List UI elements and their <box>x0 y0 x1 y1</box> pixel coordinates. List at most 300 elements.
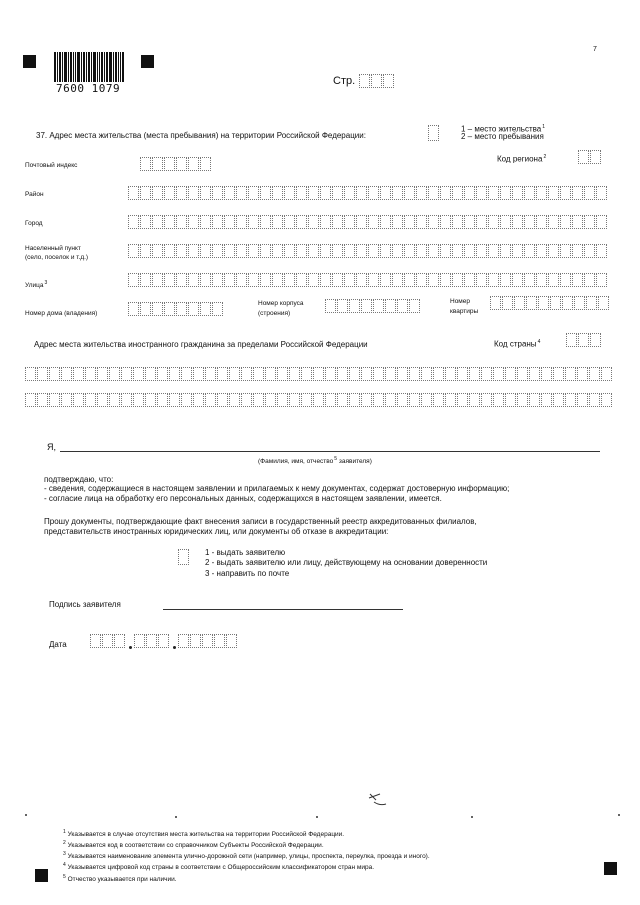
page-label: Стр. <box>333 75 356 87</box>
input-cell[interactable] <box>368 186 379 200</box>
input-cell[interactable] <box>529 393 540 407</box>
input-cell[interactable] <box>260 244 271 258</box>
street-cells[interactable] <box>128 273 608 287</box>
residence-type-cell[interactable] <box>428 125 440 141</box>
input-cell[interactable] <box>565 367 576 381</box>
input-cell[interactable] <box>248 244 259 258</box>
input-cell[interactable] <box>332 215 343 229</box>
input-cell[interactable] <box>308 244 319 258</box>
input-cell[interactable] <box>313 367 324 381</box>
input-cell[interactable] <box>308 215 319 229</box>
input-cell[interactable] <box>416 186 427 200</box>
input-cell[interactable] <box>512 215 523 229</box>
input-cell[interactable] <box>277 367 288 381</box>
input-cell[interactable] <box>380 244 391 258</box>
input-cell[interactable] <box>500 244 511 258</box>
country-code-label-text: Код страны <box>494 339 537 349</box>
input-cell[interactable] <box>344 273 355 287</box>
input-cell[interactable] <box>548 215 559 229</box>
input-cell[interactable] <box>236 215 247 229</box>
input-cell[interactable] <box>572 215 583 229</box>
input-cell[interactable] <box>548 186 559 200</box>
fio-line[interactable] <box>60 451 600 452</box>
input-cell[interactable] <box>421 367 432 381</box>
input-cell[interactable] <box>572 186 583 200</box>
input-cell[interactable] <box>212 186 223 200</box>
input-cell[interactable] <box>128 273 139 287</box>
input-cell[interactable] <box>236 244 247 258</box>
input-cell[interactable] <box>416 244 427 258</box>
building-label-line1: Номер корпуса <box>258 300 304 307</box>
input-cell[interactable] <box>224 273 235 287</box>
input-cell[interactable] <box>584 273 595 287</box>
input-cell[interactable] <box>560 215 571 229</box>
input-cell[interactable] <box>560 186 571 200</box>
input-cell[interactable] <box>181 367 192 381</box>
input-cell[interactable] <box>553 393 564 407</box>
input-cell[interactable] <box>296 215 307 229</box>
input-cell[interactable] <box>356 215 367 229</box>
input-cell[interactable] <box>409 367 420 381</box>
input-cell[interactable] <box>512 186 523 200</box>
input-cell[interactable] <box>505 367 516 381</box>
input-cell[interactable] <box>320 273 331 287</box>
input-cell[interactable] <box>344 215 355 229</box>
apartment-label-line1: Номер <box>450 298 471 305</box>
input-cell[interactable] <box>373 393 384 407</box>
input-cell[interactable] <box>356 273 367 287</box>
input-cell[interactable] <box>205 367 216 381</box>
input-cell[interactable] <box>133 393 144 407</box>
input-cell[interactable] <box>176 273 187 287</box>
input-cell[interactable] <box>452 215 463 229</box>
house-cells[interactable] <box>128 302 224 316</box>
input-cell[interactable] <box>164 273 175 287</box>
input-cell[interactable] <box>193 393 204 407</box>
input-cell[interactable] <box>440 186 451 200</box>
input-cell[interactable] <box>272 244 283 258</box>
input-cell[interactable] <box>188 186 199 200</box>
input-cell[interactable] <box>49 367 60 381</box>
input-cell[interactable] <box>61 393 72 407</box>
delivery-option-2: 2 - выдать заявителю или лицу, действующему на основании доверенности <box>205 558 488 567</box>
input-cell[interactable] <box>344 244 355 258</box>
input-cell[interactable] <box>248 273 259 287</box>
foreign-address-cells-row1[interactable] <box>25 367 613 381</box>
input-cell[interactable] <box>188 273 199 287</box>
input-cell[interactable] <box>236 186 247 200</box>
input-cell[interactable] <box>445 367 456 381</box>
input-cell[interactable] <box>457 393 468 407</box>
footnote-4-number: 4 <box>63 862 66 869</box>
input-cell[interactable] <box>212 215 223 229</box>
scan-mark <box>366 790 392 812</box>
input-cell[interactable] <box>428 244 439 258</box>
input-cell[interactable] <box>224 244 235 258</box>
input-cell[interactable] <box>452 273 463 287</box>
input-cell[interactable] <box>253 367 264 381</box>
input-cell[interactable] <box>109 367 120 381</box>
input-cell[interactable] <box>157 393 168 407</box>
registration-marker-bottom-left <box>35 869 48 882</box>
input-cell[interactable] <box>517 393 528 407</box>
input-cell[interactable] <box>260 215 271 229</box>
input-cell[interactable] <box>85 367 96 381</box>
region-code-cells[interactable] <box>578 150 602 164</box>
input-cell[interactable] <box>433 393 444 407</box>
input-cell[interactable] <box>464 186 475 200</box>
input-cell[interactable] <box>445 393 456 407</box>
input-cell[interactable] <box>572 273 583 287</box>
country-code-label <box>494 337 540 350</box>
input-cell[interactable] <box>577 393 588 407</box>
input-cell[interactable] <box>601 367 612 381</box>
input-cell[interactable] <box>248 215 259 229</box>
settlement-cells[interactable] <box>128 244 608 258</box>
input-cell[interactable] <box>392 215 403 229</box>
date-month-cells[interactable] <box>134 634 170 648</box>
input-cell[interactable] <box>152 215 163 229</box>
input-cell[interactable] <box>476 273 487 287</box>
input-cell[interactable] <box>337 393 348 407</box>
input-cell[interactable] <box>176 244 187 258</box>
input-cell[interactable] <box>380 215 391 229</box>
input-cell[interactable] <box>253 393 264 407</box>
input-cell[interactable] <box>260 186 271 200</box>
input-cell[interactable] <box>524 186 535 200</box>
input-cell[interactable] <box>217 367 228 381</box>
input-cell[interactable] <box>188 215 199 229</box>
input-cell[interactable] <box>560 273 571 287</box>
input-cell[interactable] <box>505 393 516 407</box>
input-cell[interactable] <box>536 273 547 287</box>
input-cell[interactable] <box>500 215 511 229</box>
input-cell[interactable] <box>140 273 151 287</box>
input-cell[interactable] <box>601 393 612 407</box>
input-cell[interactable] <box>277 393 288 407</box>
input-cell[interactable] <box>392 244 403 258</box>
input-cell[interactable] <box>404 215 415 229</box>
input-cell[interactable] <box>265 367 276 381</box>
input-cell[interactable] <box>356 244 367 258</box>
input-cell[interactable] <box>176 215 187 229</box>
input-cell[interactable] <box>385 393 396 407</box>
input-cell[interactable] <box>577 367 588 381</box>
input-cell[interactable] <box>428 215 439 229</box>
input-cell[interactable] <box>284 244 295 258</box>
input-cell[interactable] <box>109 393 120 407</box>
input-cell[interactable] <box>476 244 487 258</box>
input-cell[interactable] <box>145 367 156 381</box>
input-cell[interactable] <box>320 215 331 229</box>
input-cell[interactable] <box>416 215 427 229</box>
input-cell[interactable] <box>224 215 235 229</box>
input-cell[interactable] <box>409 393 420 407</box>
input-cell[interactable] <box>397 393 408 407</box>
scan-speck <box>471 816 473 818</box>
input-cell[interactable] <box>589 393 600 407</box>
input-cell[interactable] <box>404 186 415 200</box>
date-label: Дата <box>49 640 67 649</box>
date-year-cells[interactable] <box>178 634 238 648</box>
input-cell[interactable] <box>481 367 492 381</box>
input-cell[interactable] <box>236 273 247 287</box>
input-cell[interactable] <box>517 367 528 381</box>
input-cell[interactable] <box>205 393 216 407</box>
input-cell[interactable] <box>152 244 163 258</box>
input-cell[interactable] <box>241 393 252 407</box>
input-cell[interactable] <box>73 367 84 381</box>
input-cell[interactable] <box>361 367 372 381</box>
input-cell[interactable] <box>25 393 36 407</box>
page-cells[interactable] <box>359 74 395 88</box>
input-cell[interactable] <box>313 393 324 407</box>
input-cell[interactable] <box>157 367 168 381</box>
scan-speck <box>25 814 27 816</box>
input-cell[interactable] <box>397 367 408 381</box>
footnote-1-text: Указывается в случае отсутствия места жительства на территории Российской Федерации. <box>67 831 345 839</box>
input-cell[interactable] <box>121 393 132 407</box>
input-cell[interactable] <box>284 186 295 200</box>
input-cell[interactable] <box>325 393 336 407</box>
input-cell[interactable] <box>272 273 283 287</box>
input-cell[interactable] <box>493 393 504 407</box>
input-cell[interactable] <box>145 393 156 407</box>
input-cell[interactable] <box>200 186 211 200</box>
input-cell[interactable] <box>332 186 343 200</box>
input-cell[interactable] <box>596 273 607 287</box>
input-cell[interactable] <box>368 273 379 287</box>
input-cell[interactable] <box>181 393 192 407</box>
input-cell[interactable] <box>229 393 240 407</box>
input-cell[interactable] <box>421 393 432 407</box>
input-cell[interactable] <box>284 273 295 287</box>
input-cell[interactable] <box>296 186 307 200</box>
input-cell[interactable] <box>464 215 475 229</box>
input-cell[interactable] <box>596 215 607 229</box>
input-cell[interactable] <box>524 244 535 258</box>
input-cell[interactable] <box>589 367 600 381</box>
building-cells[interactable] <box>325 299 421 313</box>
input-cell[interactable] <box>97 367 108 381</box>
input-cell[interactable] <box>440 244 451 258</box>
input-cell[interactable] <box>164 186 175 200</box>
input-cell[interactable] <box>524 215 535 229</box>
input-cell[interactable] <box>488 273 499 287</box>
postal-code-cells[interactable] <box>140 157 212 171</box>
input-cell[interactable] <box>560 244 571 258</box>
input-cell[interactable] <box>260 273 271 287</box>
input-cell[interactable] <box>200 244 211 258</box>
input-cell[interactable] <box>152 273 163 287</box>
input-cell[interactable] <box>457 367 468 381</box>
apartment-cells[interactable] <box>490 296 610 310</box>
input-cell[interactable] <box>380 273 391 287</box>
input-cell[interactable] <box>164 244 175 258</box>
input-cell[interactable] <box>368 215 379 229</box>
input-cell[interactable] <box>541 393 552 407</box>
input-cell[interactable] <box>169 393 180 407</box>
input-cell[interactable] <box>289 367 300 381</box>
district-cells[interactable] <box>128 186 608 200</box>
input-cell[interactable] <box>553 367 564 381</box>
date-day-cells[interactable] <box>90 634 126 648</box>
input-cell[interactable] <box>128 215 139 229</box>
input-cell[interactable] <box>452 186 463 200</box>
input-cell[interactable] <box>481 393 492 407</box>
input-cell[interactable] <box>128 186 139 200</box>
input-cell[interactable] <box>349 367 360 381</box>
delivery-method-cell[interactable] <box>178 549 190 565</box>
input-cell[interactable] <box>25 367 36 381</box>
footnote-ref-5: 5 <box>334 456 338 462</box>
input-cell[interactable] <box>37 393 48 407</box>
signature-line[interactable] <box>163 609 403 610</box>
input-cell[interactable] <box>49 393 60 407</box>
input-cell[interactable] <box>512 244 523 258</box>
registration-marker-bottom-right <box>604 862 617 875</box>
input-cell[interactable] <box>217 393 228 407</box>
input-cell[interactable] <box>164 215 175 229</box>
input-cell[interactable] <box>37 367 48 381</box>
input-cell[interactable] <box>61 367 72 381</box>
input-cell[interactable] <box>500 186 511 200</box>
input-cell[interactable] <box>320 244 331 258</box>
input-cell[interactable] <box>344 186 355 200</box>
input-cell[interactable] <box>368 244 379 258</box>
input-cell[interactable] <box>169 367 180 381</box>
input-cell[interactable] <box>301 367 312 381</box>
input-cell[interactable] <box>572 244 583 258</box>
input-cell[interactable] <box>349 393 360 407</box>
input-cell[interactable] <box>493 367 504 381</box>
input-cell[interactable] <box>337 367 348 381</box>
input-cell[interactable] <box>265 393 276 407</box>
input-cell[interactable] <box>392 186 403 200</box>
input-cell[interactable] <box>212 273 223 287</box>
input-cell[interactable] <box>469 367 480 381</box>
input-cell[interactable] <box>548 244 559 258</box>
input-cell[interactable] <box>536 215 547 229</box>
input-cell[interactable] <box>404 273 415 287</box>
input-cell[interactable] <box>332 273 343 287</box>
input-cell[interactable] <box>229 367 240 381</box>
input-cell[interactable] <box>584 215 595 229</box>
footnote-2-number: 2 <box>63 840 66 847</box>
input-cell[interactable] <box>529 367 540 381</box>
input-cell[interactable] <box>272 215 283 229</box>
input-cell[interactable] <box>332 244 343 258</box>
input-cell[interactable] <box>584 244 595 258</box>
input-cell[interactable] <box>308 273 319 287</box>
input-cell[interactable] <box>380 186 391 200</box>
input-cell[interactable] <box>433 367 444 381</box>
input-cell[interactable] <box>584 186 595 200</box>
input-cell[interactable] <box>416 273 427 287</box>
input-cell[interactable] <box>188 244 199 258</box>
input-cell[interactable] <box>320 186 331 200</box>
input-cell[interactable] <box>428 273 439 287</box>
input-cell[interactable] <box>440 215 451 229</box>
input-cell[interactable] <box>308 186 319 200</box>
input-cell[interactable] <box>440 273 451 287</box>
input-cell[interactable] <box>488 215 499 229</box>
input-cell[interactable] <box>289 393 300 407</box>
input-cell[interactable] <box>512 273 523 287</box>
input-cell[interactable] <box>97 393 108 407</box>
input-cell[interactable] <box>536 244 547 258</box>
street-label-text: Улица <box>25 282 44 290</box>
input-cell[interactable] <box>596 244 607 258</box>
input-cell[interactable] <box>284 215 295 229</box>
country-code-cells[interactable] <box>566 333 602 347</box>
input-cell[interactable] <box>373 367 384 381</box>
input-cell[interactable] <box>133 367 144 381</box>
input-cell[interactable] <box>200 273 211 287</box>
input-cell[interactable] <box>356 186 367 200</box>
input-cell[interactable] <box>464 244 475 258</box>
input-cell[interactable] <box>565 393 576 407</box>
input-cell[interactable] <box>200 215 211 229</box>
input-cell[interactable] <box>248 186 259 200</box>
input-cell[interactable] <box>212 244 223 258</box>
input-cell[interactable] <box>176 186 187 200</box>
input-cell[interactable] <box>325 367 336 381</box>
confirm-item-1: - сведения, содержащиеся в настоящем заявлении и прилагаемых к нему документах, содержат достоверную информацию; <box>44 484 510 493</box>
input-cell[interactable] <box>140 244 151 258</box>
input-cell[interactable] <box>428 186 439 200</box>
input-cell[interactable] <box>296 273 307 287</box>
input-cell[interactable] <box>140 186 151 200</box>
input-cell[interactable] <box>140 215 151 229</box>
input-cell[interactable] <box>152 186 163 200</box>
input-cell[interactable] <box>464 273 475 287</box>
city-cells[interactable] <box>128 215 608 229</box>
input-cell[interactable] <box>541 367 552 381</box>
city-label: Город <box>25 220 43 227</box>
input-cell[interactable] <box>224 186 235 200</box>
input-cell[interactable] <box>596 186 607 200</box>
input-cell[interactable] <box>452 244 463 258</box>
input-cell[interactable] <box>193 367 204 381</box>
footnote-5-number: 5 <box>63 873 66 880</box>
input-cell[interactable] <box>85 393 96 407</box>
foreign-address-cells-row2[interactable] <box>25 393 613 407</box>
input-cell[interactable] <box>128 244 139 258</box>
input-cell[interactable] <box>73 393 84 407</box>
input-cell[interactable] <box>476 186 487 200</box>
input-cell[interactable] <box>296 244 307 258</box>
input-cell[interactable] <box>361 393 372 407</box>
input-cell[interactable] <box>488 244 499 258</box>
input-cell[interactable] <box>392 273 403 287</box>
input-cell[interactable] <box>385 367 396 381</box>
input-cell[interactable] <box>476 215 487 229</box>
input-cell[interactable] <box>301 393 312 407</box>
input-cell[interactable] <box>488 186 499 200</box>
input-cell[interactable] <box>548 273 559 287</box>
input-cell[interactable] <box>524 273 535 287</box>
footnote-3-number: 3 <box>63 851 66 858</box>
signature-label: Подпись заявителя <box>49 600 121 609</box>
input-cell[interactable] <box>404 244 415 258</box>
input-cell[interactable] <box>469 393 480 407</box>
input-cell[interactable] <box>241 367 252 381</box>
input-cell[interactable] <box>272 186 283 200</box>
input-cell[interactable] <box>536 186 547 200</box>
input-cell[interactable] <box>500 273 511 287</box>
input-cell[interactable] <box>121 367 132 381</box>
